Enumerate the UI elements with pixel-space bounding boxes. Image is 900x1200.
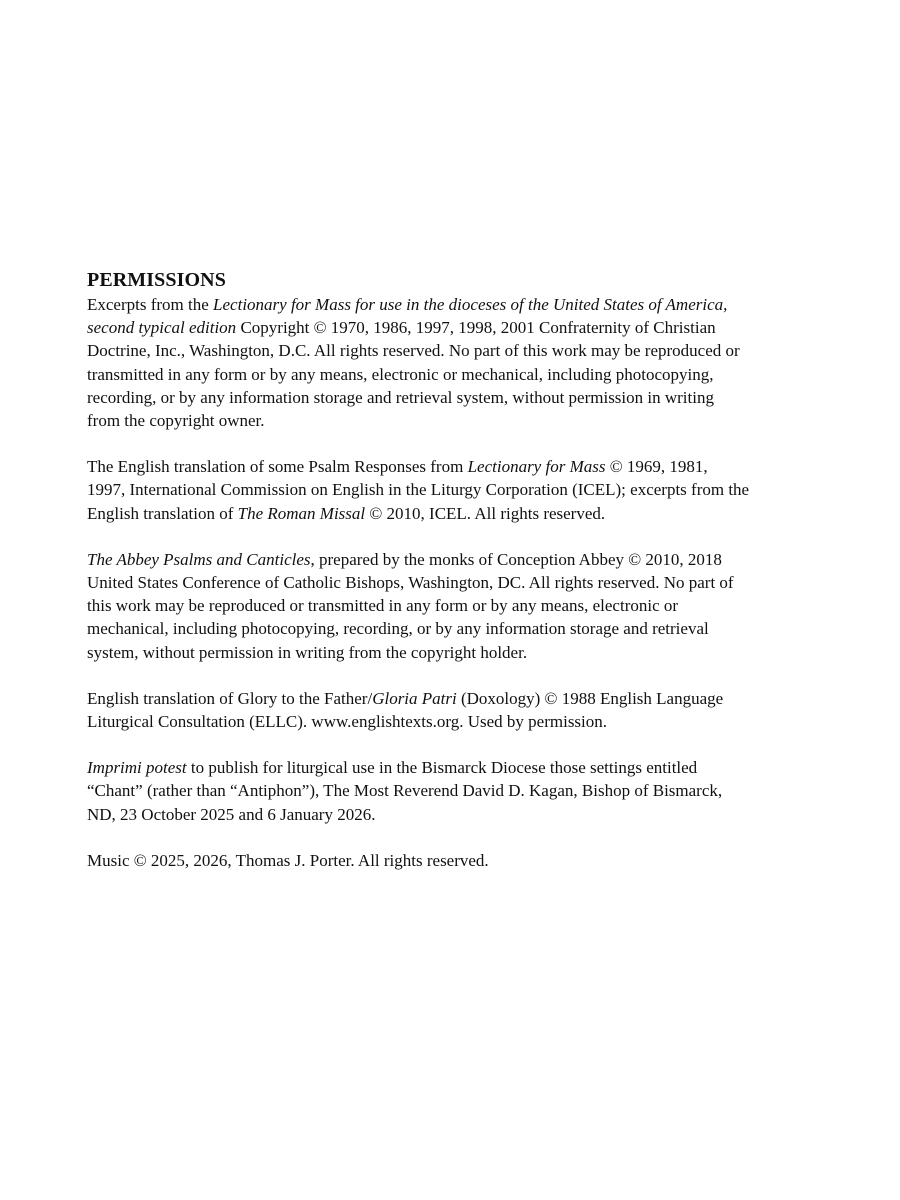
paragraph-line — [87, 502, 827, 525]
body-text: recording, or by any information storage and retrieval system, without permission in writing — [87, 387, 714, 407]
permission-paragraph — [87, 455, 827, 525]
paragraph-line — [87, 455, 827, 478]
paragraph-line — [87, 849, 827, 872]
italic-title-text: second typical edition — [87, 318, 237, 338]
italic-title-text: Lectionary for Mass for use in the dioceses of the United States of America, — [213, 295, 728, 314]
paragraph-line — [87, 363, 827, 386]
body-text: Doctrine, Inc., Washington, D.C. All rights reserved. No part of this work may be reproduced or — [87, 341, 740, 361]
permission-paragraph — [87, 849, 827, 872]
paragraph-line — [87, 571, 827, 594]
body-text: system, without permission in writing from the copyright holder. — [87, 642, 528, 662]
permissions-body — [87, 293, 827, 872]
permission-paragraph — [87, 687, 827, 733]
paragraph-line — [87, 641, 827, 664]
body-text: to publish for liturgical use in the Bismarck Diocese those settings entitled — [186, 758, 698, 778]
paragraph-line — [87, 293, 827, 316]
italic-title-text: The Abbey Psalms and Canticles — [87, 549, 311, 569]
italic-title-text: Imprimi potest — [87, 758, 187, 778]
body-text: Copyright © 1970, 1986, 1997, 1998, 2001 Confraternity of Christian — [236, 318, 716, 338]
body-text: English translation of — [87, 503, 238, 523]
body-text: The English translation of some Psalm Responses from — [87, 457, 468, 477]
paragraph-line — [87, 779, 827, 802]
body-text: , prepared by the monks of Conception Abbey © 2010, 2018 — [310, 549, 722, 569]
body-text: © 2010, ICEL. All rights reserved. — [365, 503, 606, 523]
body-text: this work may be reproduced or transmitted in any form or by any means, electronic or — [87, 596, 679, 616]
paragraph-line — [87, 316, 827, 339]
paragraph-line — [87, 594, 827, 617]
permissions-page — [87, 268, 827, 895]
body-text: mechanical, including photocopying, recording, or by any information storage and retrieval — [87, 619, 709, 639]
body-text: transmitted in any form or by any means, electronic or mechanical, including photocopying, — [87, 364, 714, 384]
body-text: 1997, International Commission on English in the Liturgy Corporation (ICEL); excerpts from the — [87, 480, 750, 500]
body-text: (Doxology) © 1988 English Language — [456, 688, 724, 708]
body-text: English translation of Glory to the Father/ — [87, 688, 373, 708]
body-text: Liturgical Consultation (ELLC). www.englishtexts.org. Used by permission. — [87, 712, 608, 732]
paragraph-line — [87, 386, 827, 409]
paragraph-line — [87, 478, 827, 501]
permission-paragraph — [87, 548, 827, 664]
paragraph-line — [87, 756, 827, 779]
permission-paragraph — [87, 293, 827, 432]
body-text: from the copyright owner. — [87, 411, 265, 431]
italic-title-text: Gloria Patri — [372, 688, 457, 708]
paragraph-line — [87, 339, 827, 362]
body-text: United States Conference of Catholic Bishops, Washington, DC. All rights reserved. No part of — [87, 573, 734, 593]
paragraph-line — [87, 617, 827, 640]
body-text: Music © 2025, 2026, Thomas J. Porter. All rights reserved. — [87, 850, 489, 870]
page-title: PERMISSIONS — [87, 269, 226, 291]
paragraph-line — [87, 803, 827, 826]
italic-title-text: The Roman Missal — [237, 503, 366, 523]
paragraph-line — [87, 409, 827, 432]
body-text: ND, 23 October 2025 and 6 January 2026. — [87, 804, 376, 824]
italic-title-text: Lectionary for Mass — [467, 457, 606, 477]
permission-paragraph — [87, 756, 827, 826]
paragraph-line — [87, 548, 827, 571]
body-text: “Chant” (rather than “Antiphon”), The Most Reverend David D. Kagan, Bishop of Bismarck, — [87, 781, 723, 801]
body-text: Excerpts from the — [87, 295, 214, 314]
paragraph-line — [87, 687, 827, 710]
paragraph-line — [87, 710, 827, 733]
body-text: © 1969, 1981, — [605, 457, 708, 477]
